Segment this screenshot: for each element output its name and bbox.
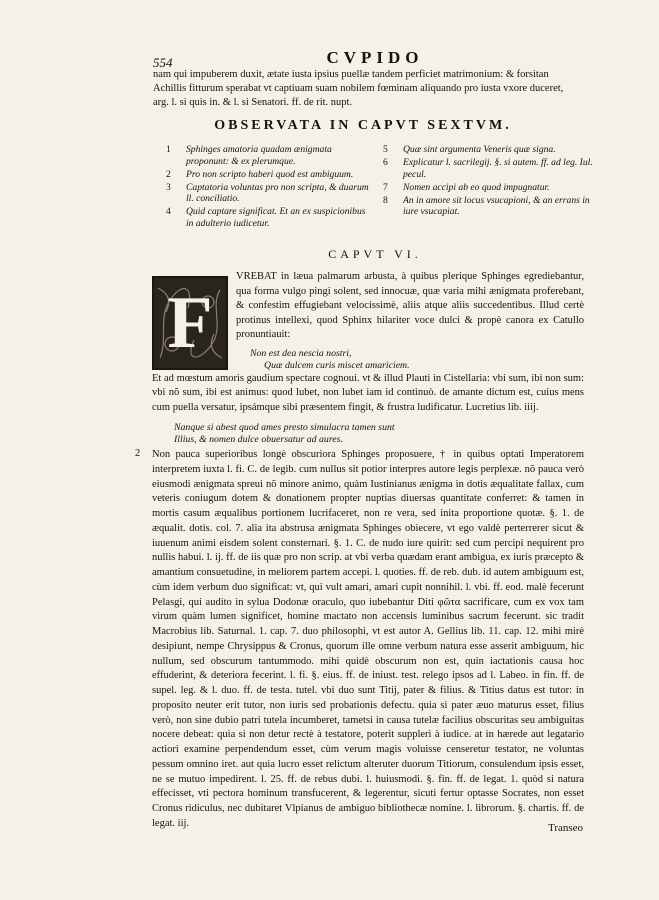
observata-title: OBSERVATA IN CAPVT SEXTVM.: [214, 118, 512, 133]
page-number: 554: [153, 55, 173, 70]
observata-item: [383, 157, 593, 180]
item-text: Quæ sint argumenta Veneris quæ signa.: [403, 144, 556, 155]
item-text: Explicatur l. sacrilegij. §. si autem. ff. ad leg. Iul. pecul.: [403, 157, 593, 180]
observata-item: [383, 144, 593, 156]
running-head: CVPIDO: [326, 48, 424, 67]
decorated-initial: [152, 276, 228, 370]
item-number: 6: [383, 157, 388, 168]
observata-item: [166, 169, 371, 181]
item-number: 5: [383, 144, 388, 155]
item-text: Captatoria voluntas pro non scripta, & duarum ll. conciliatio.: [186, 181, 369, 204]
chapter-heading: CAPVT VI.: [328, 247, 422, 261]
initial-letter: F: [167, 282, 213, 364]
observata-right-column: [383, 144, 593, 219]
margin-number: 2: [135, 448, 141, 459]
item-number: 2: [166, 168, 171, 180]
item-text: Nomen accipi ab eo quod impugnatur.: [403, 181, 550, 193]
item-number: 3: [166, 181, 171, 193]
chapter-middle-text: Et ad mœstum amoris gaudium spectare cognoui. vt & illud Plauti in Cistellaria: vbi sum, ibi non sum: vbi nõ sum, ibi est animus: quod lubet, non lubet iam id continuò. de amante dictum est, cuius mens cum puella versatur, ipsámque sibi præsentem fingit, & frustra ludificatur. Lucretius lib. iiij.: [152, 373, 584, 413]
item-text: An in amore sit locus vsucapioni, & an errans in iure vsucapiat.: [403, 194, 590, 217]
item-number: 1: [166, 144, 171, 155]
verse-quotation: [174, 422, 474, 446]
observata-item: [166, 206, 371, 229]
chapter-opening-text: VREBAT in læua palmarum arbusta, à quibus plerique Sphinges egrediebantur, qua forma vulgo pingi solent, sed innocuæ, quæ varia mihi ænigmata proferebant, & confestim effugiebant velocissimè, aliis atque aliis succedentibus. Illud certè protinus intellexi, quod Sphinx hilariter voce dulci & propè canora ex Catullo pronuntiauit:: [236, 271, 584, 340]
verse-line: Quæ dulcem curis miscet amariciem.: [264, 360, 410, 371]
verse-line: Non est dea nescia nostri,: [250, 348, 352, 359]
observata-left-column: [166, 144, 371, 231]
verse-line: Illius, & nomen dulce obuersatur ad aures.: [174, 434, 343, 445]
observata-item: [166, 182, 371, 205]
item-text: Pro non scripto haberi quod est ambiguum.: [186, 168, 354, 180]
item-number: 4: [166, 206, 171, 217]
item-number: 8: [383, 194, 388, 206]
main-paragraph: Non pauca superioribus longè obscuriora Sphinges proposuere, † in quibus optati Imperatorem interpretem iuxta l. fi. C. de legib. cum nullus sit potior interpres autore legis perplexæ. nõ pauca verò eiusmodi ænigmata spreui nõ minore animo, quàm Iustinianus ænigma in dotis æqualitate fallax, cum veteris coniugum dotem & donationem propter nuptias diuersas quantitate conferret: & tamen in mortis casum æqualibus portionem lucrifaceret, non re vera, sed inita proportione quotæ. §. 1. de æqualit. dotis. col. 7. alia ita abstrusa ænigmata Sphinges obiecere, vt ego valdè perterrerer sicut & iuuenum animi eisdem solent consternari. §. 1. C. de nudo iure quirit: sed cum percipi nequirent pro nullis habui. l. ij. ff. de iis quæ pro non scrip. at vbi verba quædam erant ambigua, ex iuris præcepto & amantium consuetudine, in meliorem partem accepi. l. quoties. ff. de reb. dub. id autem ambiguum est, cùm idem verbum duo significat: vt, qui vult amari, amari cupit nonnihil. l. vbi. ff. eod. malè fecerunt Pelasgi, qui audito in sylua Dodonæ oraculo, quo iubebantur Diti φῶτα sacrificare, cum ex vox tam virum quàm lumen significet, homine mactato non accensis luminibus sacrum fecerunt. sic tradit Macrobius lib. Saturnal. 1. cap. 7. duo philosophi, vt est autor A. Gellius lib. 11. cap. 12. mihi mirè desipiunt, nempe Chrysippus & Cronus, quorum ille omne verbum natura esse asserit ambiguum, hic nullum, sed obscurum tantummodo. mihi quidè obscurum non est, quin iactationis causa hoc effuderint, & deteriora fecerint. l. fi. §. eius. ff. de iniust. test. relego ipsos ad l. Labeo. in fin. ff. de supel. leg. & l. duo. ff. de testa. tutel. vbi duo sunt Titij, pater & filius. & Titius datus est tutor: in proposito neuter erit tutor, non iuris sed probationis defectu. quia si pater æuo maturus esset, filius verò, non sine dubio patri tutela incumberet, tametsi in causa tutelæ facilius obscuritas seu ambiguitas nocere debeat: quia si non detur rectè à testatore, poterit suppleri à iudice. at in hærede aut legatario actiori examine perpendendum esset, cùm verum magis voluisse censeretur testator, ne voluntas pessum omnino iret. aut quia lucro esset relictum alteruter duorum Titiorum, consulendum ipsis esset, ne se mutuo impedirent. l. 25. ff. de rebus dubi. l. huiusmodi. §. fin. ff. de legat. 1. quòd si natura effecisset, vti pectora hominum transfucerent, & legerentur, sicuti fertur optasse Socrates, non esset Cronus ridiculus, nec dubitaret Vlpianus de ambiguo bibliothecæ nomine. l. librorum. §. chartis. ff. de legat. iij.: [152, 449, 584, 829]
opening-paragraph: nam qui impuberem duxit, ætate iusta ipsius puellæ tandem perficiet matrimonium: & forsitan Achillis fitturum sperabat vt captiuam suam nobilem fœminam aliquando pro iusta vxore duceret, arg. l. si quis in. & l. si Senatori. ff. de rit. nupt.: [153, 69, 564, 108]
observata-item: [166, 144, 371, 167]
observata-item: [383, 195, 593, 218]
item-text: Sphinges amatoria quadam ænigmata proponunt: & ex plerumque.: [186, 144, 332, 167]
catchword: Transeo: [548, 822, 584, 834]
verse-line: Nanque si abest quod ames presto simulacra tamen sunt: [174, 422, 395, 433]
item-text: Quid captare significat. Et an ex suspicionibus in adulterio iudicetur.: [186, 206, 366, 229]
observata-item: [383, 182, 593, 194]
verse-quotation: [250, 348, 500, 372]
item-number: 7: [383, 181, 388, 193]
